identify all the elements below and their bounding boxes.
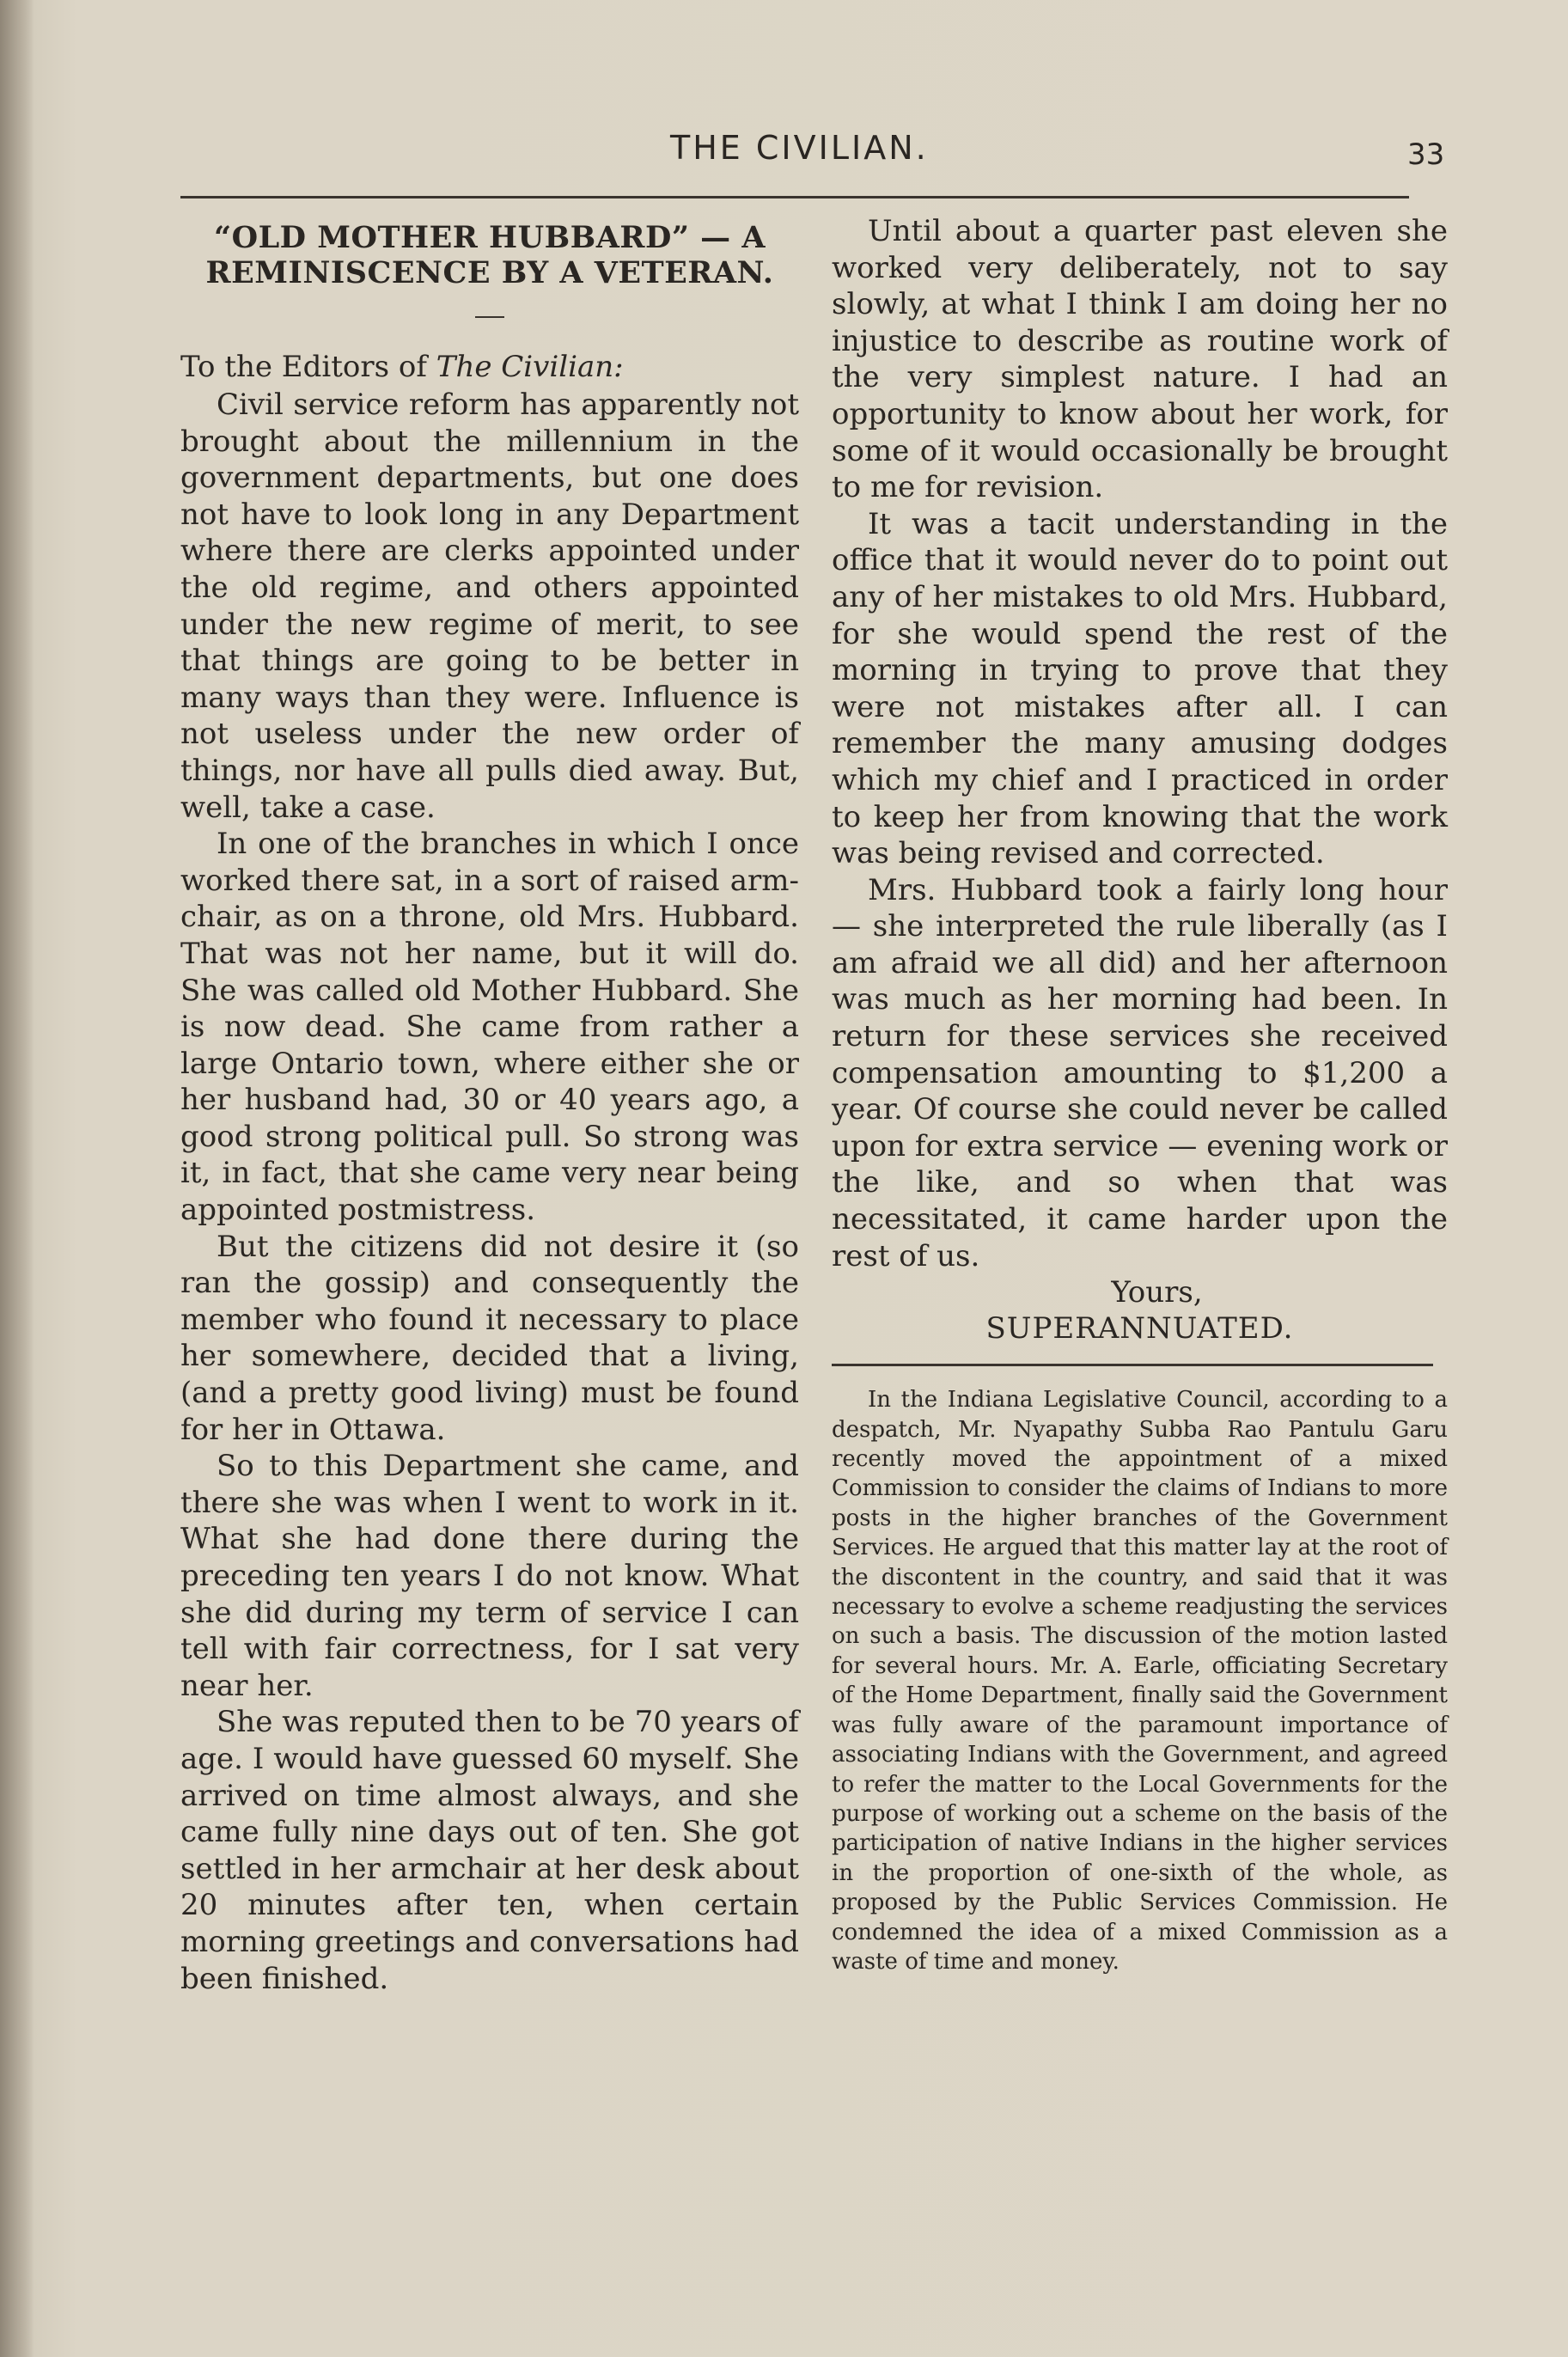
page-binding-shadow [0,0,34,2357]
article-paragraph: Mrs. Hubbard took a fairly long hour — she interpreted the rule liberally (as I am afraid we all did) and her afternoon was much as her morning had been. In return for these services she received compensation amounting to $1,200 a year. Of course she could never be called upon for extra service — evening work or the like, and so when that was necessitated, it came harder upon the rest of us. [832,872,1448,1273]
salutation-prefix: To the Editors of [180,350,436,384]
running-header: THE CIVILIAN. [670,129,929,167]
page-number: 33 [1407,137,1445,172]
article-paragraph: Civil service reform has apparently not brought about the millennium in the government departments, but one does not have to look long in any Department where there are clerks appointed under the old regime, and others appointed under the new regime of merit, to see that things are going to be better in many ways than they were. Influence is not useless under the new order of things, nor have all pulls died away. But, well, take a case. [180,388,799,825]
article-paragraph: It was a tacit understanding in the office that it would never do to point out any of her mistakes to old Mrs. Hubbard, for she would spend the rest of the morning in trying to prove that they were not mistakes after all. I can remember the many amusing dodges which my chief and I practiced in order to keep her from knowing that the work was being revised and corrected. [832,506,1448,871]
article-paragraph: In one of the branches in which I once worked there sat, in a sort of raised arm-chair, as on a throne, old Mrs. Hubbard. That was not her name, but it will do. She was called old Mother Hubbard. She is now dead. She came from rather a large Ontario town, where either she or her husband had, 30 or 40 years ago, a good strong political pull. So strong was it, in fact, that she came very near being appointed postmistress. [180,827,799,1228]
salutation [180,349,799,385]
section-rule [832,1364,1433,1366]
letter-closing: Yours, [1111,1275,1203,1310]
article-title: “OLD MOTHER HUBBARD” — A REMINISCENCE BY A VETERAN. [205,220,774,290]
article-paragraph: Until about a quarter past eleven she worked very deliberately, not to say slowly, at what I think I am doing her no injustice to describe as routine work of the very simplest nature. I had an opportunity to know about her work, for some of it would occasionally be brought to me for revision. [832,214,1448,505]
header-rule [180,196,1409,198]
title-dash [475,316,504,318]
left-column [180,213,799,1997]
letter-signature: SUPERANNUATED. [985,1311,1294,1346]
article-paragraph: So to this Department she came, and there she was when I went to work in it. What she had done there during the preceding ten years I do not know. What she did during my term of service I can tell with fair correctness, for I sat very near her. [180,1449,799,1703]
salutation-publication: The Civilian: [436,350,624,384]
article-paragraph: She was reputed then to be 70 years of age. I would have guessed 60 myself. She arrived on time almost always, and she came fully nine days out of ten. She got settled in her armchair at her desk about 20 minutes after ten, when certain morning greetings and conversations had been finished. [180,1705,799,1996]
right-column [832,213,1448,1976]
news-item-text: In the Indiana Legislative Council, according to a despatch, Mr. Nyapathy Subba Rao Pantulu Garu recently moved the appointment of a mixed Commission to consider the claims of Indians to more posts in the higher branches of the Government Services. He argued that this matter lay at the root of the discontent in the country, and said that it was necessary to evolve a scheme readjusting the services on such a basis. The discussion of the motion lasted for several hours. Mr. A. Earle, officiating Secretary of the Home Department, finally said the Government was fully aware of the paramount importance of associating Indians with the Government, and agreed to refer the matter to the Local Governments for the purpose of working out a scheme on the basis of the participation of native Indians in the higher services in the proportion of one-sixth of the whole, as proposed by the Public Services Commission. He condemned the idea of a mixed Commission as a waste of time and money. [832,1387,1448,1975]
article-paragraph: But the citizens did not desire it (so ran the gossip) and consequently the member who found it necessary to place her somewhere, decided that a living, (and a pretty good living) must be found for her in Ottawa. [180,1229,799,1447]
